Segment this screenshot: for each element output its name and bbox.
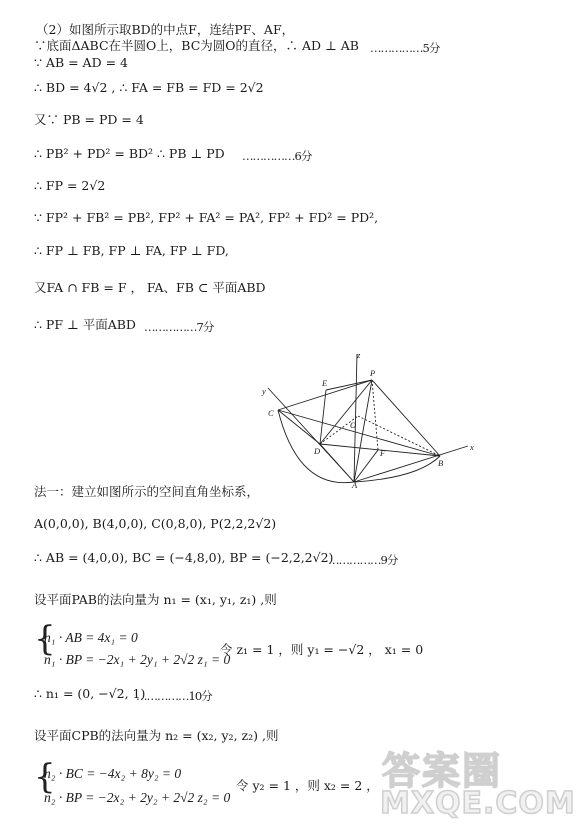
solution-line: A(0,0,0), B(4,0,0), C(0,8,0), P(2,2,2√2) — [34, 516, 277, 531]
solution-line: ∴ n₁ = (0, −√2, 1) — [34, 686, 146, 701]
system2-eq2: n₂ · BP = −2x₂ + 2y₂ + 2√2 z₂ = 0 — [44, 790, 231, 805]
label-e: E — [322, 378, 328, 388]
left-brace-2: { — [34, 757, 56, 797]
edge-cd — [278, 410, 320, 444]
label-c: C — [268, 408, 274, 418]
x-axis — [354, 446, 468, 482]
system1-eq2: n₁ · BP = −2x₁ + 2y₁ + 2√2 z₁ = 0 — [44, 652, 231, 667]
label-f: F — [380, 448, 386, 458]
system1-eq1: n₁ · AB = 4x₁ = 0 — [44, 630, 138, 645]
edge-pb — [372, 380, 440, 456]
edge-ed — [320, 390, 326, 444]
solution-line: ∴ BD = 4√2 , ∴ FA = FB = FD = 2√2 — [34, 80, 264, 95]
semicircle-arc — [278, 410, 440, 483]
solution-line: ∴ AB = (4,0,0), BC = (−4,8,0), BP = (−2,2,2√2) — [34, 550, 334, 565]
system2-solution: 令 y₂ = 1 ，则 x₂ = 2 ， — [236, 778, 379, 793]
solution-line: ∴ PF ⊥ 平面ABD — [34, 317, 136, 332]
label-x: x — [470, 442, 474, 452]
watermark-site-text: MXQE.COM — [380, 786, 576, 821]
segment-pf — [372, 380, 378, 450]
geometry-figure — [258, 350, 480, 488]
system1-solution: 令 z₁ = 1 ，则 y₁ = −√2 ， x₁ = 0 — [220, 642, 424, 657]
watermark-logo — [372, 740, 576, 832]
solution-line: ∵ AB = AD = 4 — [34, 55, 128, 70]
label-y: y — [262, 386, 266, 396]
solution-line: 又∵ PB = PD = 4 — [34, 112, 144, 127]
label-o: O — [350, 420, 357, 430]
solution-line: ∵底面ΔABC在半圆O上，BC为圆O的直径，∴ AD ⊥ AB — [34, 38, 359, 53]
label-d: D — [314, 446, 321, 456]
solution-line: 设平面PAB的法向量为 n₁ = (x₁, y₁, z₁) ,则 — [34, 592, 277, 607]
solution-line: 设平面CPB的法向量为 n₂ = (x₂, y₂, z₂) ,则 — [34, 728, 279, 743]
watermark-logo-text: 答案圈 — [382, 749, 503, 793]
solution-line: （2）如图所示取BD的中点F，连结PF、AF， — [36, 22, 295, 37]
solution-line: ∴ PB² + PD² = BD² ∴ PB ⊥ PD — [34, 146, 225, 161]
segment-af — [354, 450, 378, 482]
score-mark: ……………7分 — [144, 320, 214, 334]
system2-eq1: n₂ · BC = −4x₂ + 8y₂ = 0 — [44, 766, 182, 781]
edge-pa — [354, 380, 372, 482]
left-brace-1: { — [34, 619, 56, 659]
score-mark: ……………9分 — [328, 553, 398, 567]
solution-line: ∴ FP ⊥ FB, FP ⊥ FA, FP ⊥ FD, — [34, 243, 229, 258]
label-p: P — [370, 368, 376, 378]
solution-line: ∵ FP² + FB² = PB², FP² + FA² = PA², FP² + FD² = PD², — [34, 210, 379, 225]
score-mark: ……………5分 — [370, 41, 440, 55]
solution-line: 又FA ∩ FB = F ， FA、FB ⊂ 平面ABD — [34, 280, 266, 295]
label-a: A — [352, 480, 358, 490]
solution-line: ∴ FP = 2√2 — [34, 178, 106, 193]
label-z: z — [357, 350, 361, 360]
label-b: B — [438, 458, 444, 468]
score-mark: ……………6分 — [242, 149, 312, 163]
score-mark: ……………10分 — [136, 689, 212, 703]
edge-da — [320, 444, 354, 482]
solution-line: 法一：建立如图所示的空间直角坐标系， — [34, 484, 260, 499]
